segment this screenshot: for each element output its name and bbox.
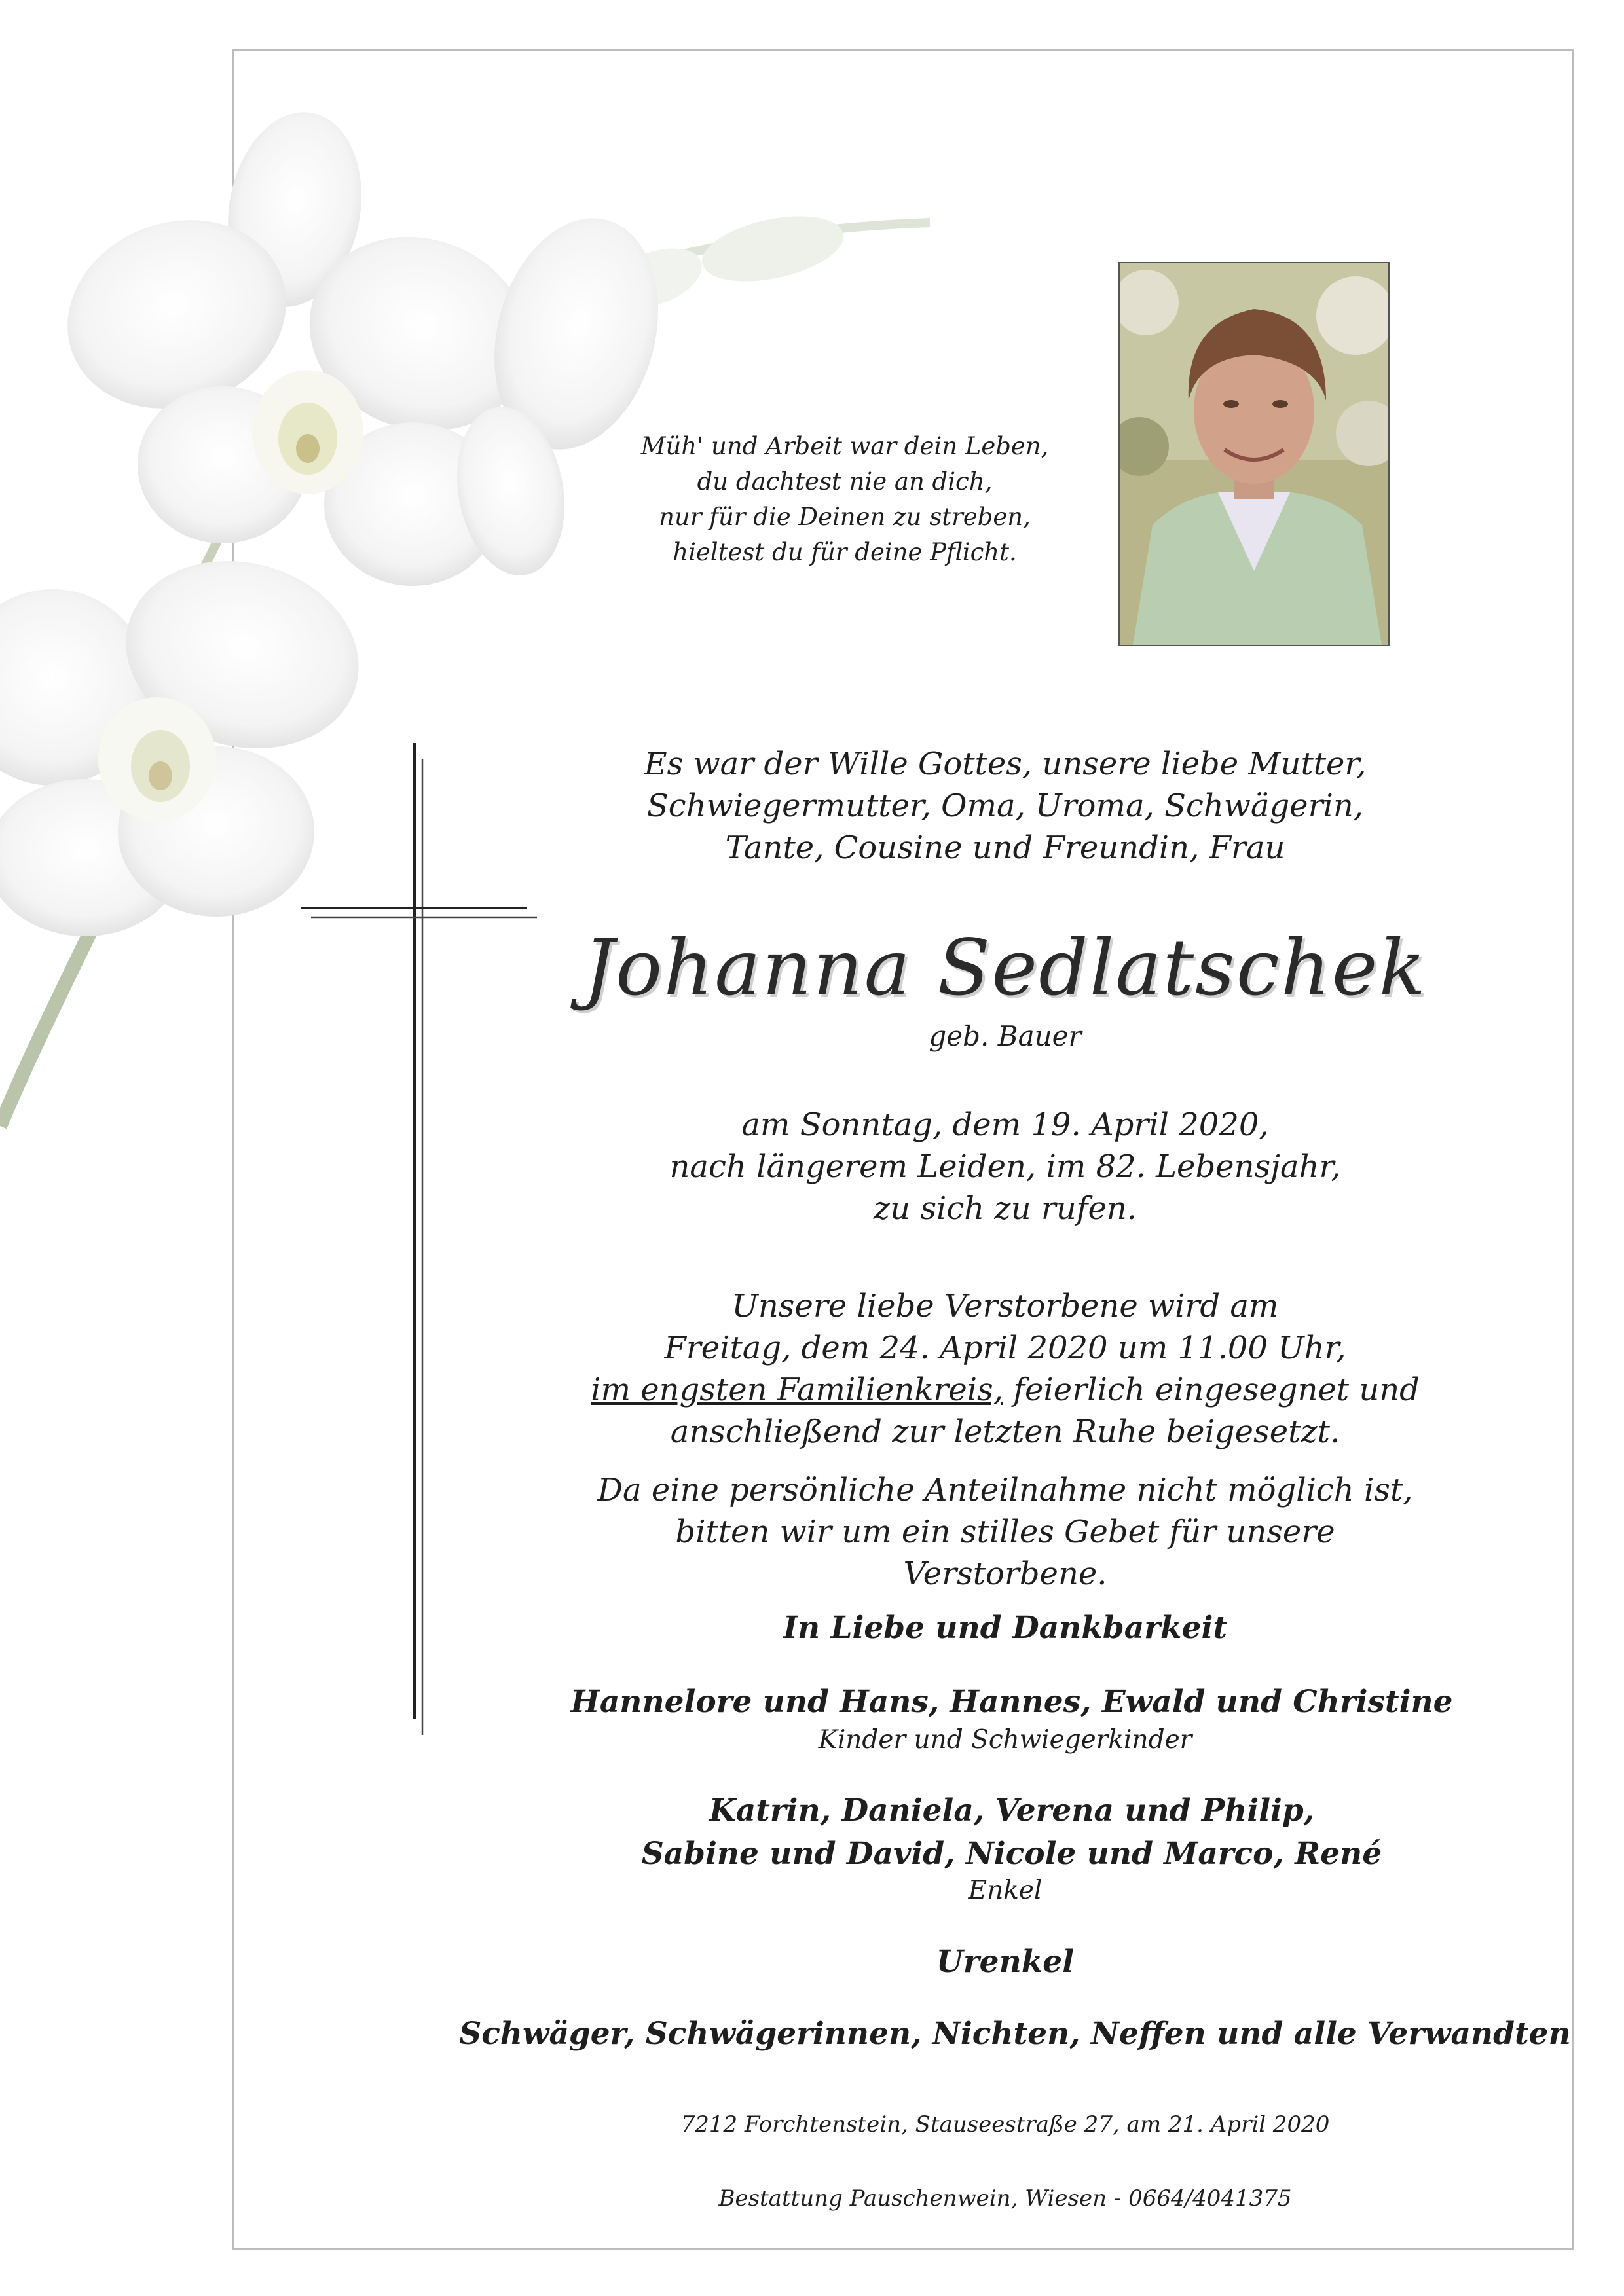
death-line: nach längerem Leiden, im 82. Lebensjahr, [669,1148,1341,1185]
relatives: Schwäger, Schwägerinnen, Nichten, Neffen und alle Verwandten [459,2016,1571,2052]
funeral-info [576,1285,1434,1453]
mourners-heading: In Liebe und Dankbarkeit [783,1610,1228,1646]
notice-line: bitten wir um ein stilles Gebet für unsere Verstorbene. [675,1514,1335,1592]
place-date: 7212 Forchtenstein, Stauseestraße 27, am 21. April 2020 [680,2111,1330,2138]
poem-line: du dachtest nie an dich, [697,467,993,496]
private-ceremony-note: im engsten Familienkreis, [591,1372,1003,1408]
grandchildren-names [537,1789,1486,1876]
intro-line: Es war der Wille Gottes, unsere liebe Mutter, [644,746,1367,782]
death-line: zu sich zu rufen. [873,1190,1137,1227]
grandchildren-role: Enkel [968,1876,1043,1905]
funeral-line: anschließend zur letzten Ruhe beigesetzt. [670,1413,1340,1450]
undertaker-info: Bestattung Pauschenwein, Wiesen - 0664/4041375 [718,2185,1292,2212]
funeral-line: Unsere liebe Verstorbene wird am [731,1288,1279,1324]
death-line: am Sonntag, dem 19. April 2020, [741,1106,1269,1143]
condolence-notice [576,1469,1434,1595]
poem-line: Müh' und Arbeit war dein Leben, [640,432,1049,460]
poem-line: nur für die Deinen zu streben, [659,503,1031,531]
funeral-line: Freitag, dem 24. April 2020 um 11.00 Uhr, [664,1330,1346,1366]
funeral-line-rest: feierlich eingesegnet und [1003,1372,1420,1408]
children-role: Kinder und Schwiegerkinder [818,1725,1192,1755]
intro-line: Schwiegermutter, Oma, Uroma, Schwägerin, [646,788,1364,824]
birth-name: geb. Bauer [929,1020,1082,1052]
poem [596,429,1094,570]
portrait-photo [1118,262,1390,646]
intro-text [576,743,1434,869]
grandchildren-line: Sabine und David, Nicole und Marco, René [641,1836,1382,1872]
funeral-line [576,1369,1434,1411]
grandchildren-line: Katrin, Daniela, Verena und Philip, [709,1793,1315,1829]
intro-line: Tante, Cousine und Freundin, Frau [725,829,1285,866]
deceased-name: Johanna Sedlatschek [583,922,1428,1013]
children-names: Hannelore und Hans, Hannes, Ewald und Christine [570,1684,1453,1720]
great-grandchildren: Urenkel [936,1944,1075,1980]
death-info [576,1104,1434,1230]
cross-icon [298,737,540,1738]
notice-line: Da eine persönliche Anteilnahme nicht möglich ist, [597,1472,1413,1508]
poem-line: hieltest du für deine Pflicht. [673,538,1017,566]
